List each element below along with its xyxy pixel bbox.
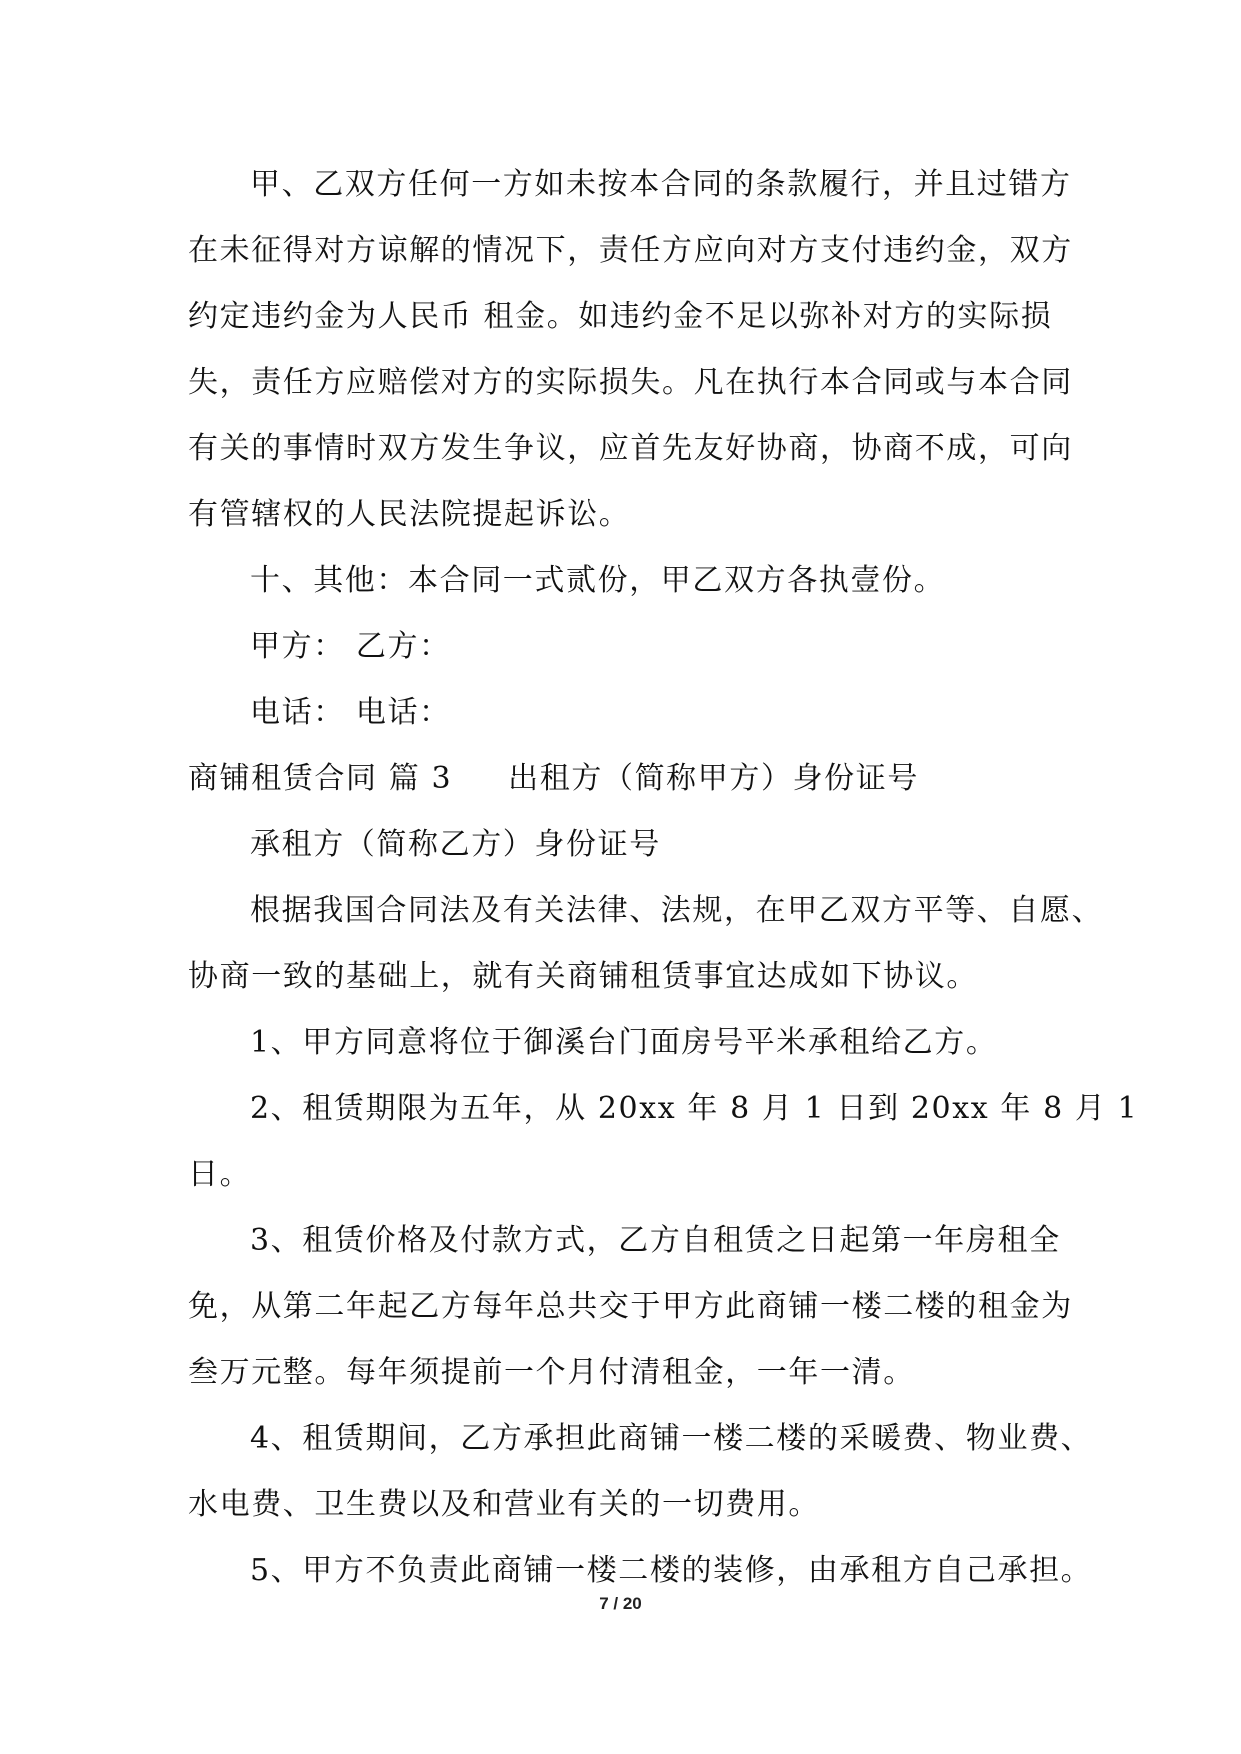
section-title: 商铺租赁合同 篇 3 — [188, 761, 453, 796]
paragraph-line: 甲、乙双方任何一方如未按本合同的条款履行，并且过错方 — [250, 167, 1072, 202]
paragraph-line: 约定违约金为人民币 租金。如违约金不足以弥补对方的实际损 — [188, 299, 1053, 334]
paragraph-line: 在未征得对方谅解的情况下，责任方应向对方支付违约金，双方 — [188, 233, 1073, 268]
paragraph-line: 失，责任方应赔偿对方的实际损失。凡在执行本合同或与本合同 — [188, 365, 1073, 400]
signature-phone-line: 电话： 电话： — [250, 695, 451, 730]
section-heading — [188, 746, 1064, 812]
paragraph-line: 根据我国合同法及有关法律、法规，在甲乙双方平等、自愿、 — [250, 893, 1104, 928]
paragraph-line: 日。 — [188, 1157, 252, 1192]
paragraph-line: 水电费、卫生费以及和营业有关的一切费用。 — [188, 1487, 820, 1522]
clause-4: 4、租赁期间，乙方承担此商铺一楼二楼的采暖费、物业费、 — [250, 1421, 1093, 1456]
paragraph-line: 叁万元整。每年须提前一个月付清租金，一年一清。 — [188, 1355, 915, 1390]
clause-other: 十、其他：本合同一式贰份，甲乙双方各执壹份。 — [250, 563, 946, 598]
document-body — [188, 152, 1139, 1604]
clause-3: 3、租赁价格及付款方式，乙方自租赁之日起第一年房租全 — [250, 1223, 1061, 1258]
clause-1: 1、甲方同意将位于御溪台门面房号平米承租给乙方。 — [250, 1025, 998, 1060]
signature-party-line: 甲方： 乙方： — [250, 629, 451, 664]
clause-5: 5、甲方不负责此商铺一楼二楼的装修，由承租方自己承担。 — [250, 1553, 1093, 1588]
paragraph-line: 有管辖权的人民法院提起诉讼。 — [188, 497, 631, 532]
lessee-id-label: 承租方（简称乙方）身份证号 — [250, 827, 661, 862]
paragraph-line: 协商一致的基础上，就有关商铺租赁事宜达成如下协议。 — [188, 959, 978, 994]
page-number: 7 / 20 — [599, 1594, 642, 1613]
clause-2: 2、租赁期限为五年，从 20xx 年 8 月 1 日到 20xx 年 8 月 1 — [250, 1091, 1139, 1126]
paragraph-line: 免，从第二年起乙方每年总共交于甲方此商铺一楼二楼的租金为 — [188, 1289, 1073, 1324]
paragraph-line: 有关的事情时双方发生争议，应首先友好协商，协商不成，可向 — [188, 431, 1073, 466]
lessor-id-label: 出租方（简称甲方）身份证号 — [508, 761, 919, 796]
